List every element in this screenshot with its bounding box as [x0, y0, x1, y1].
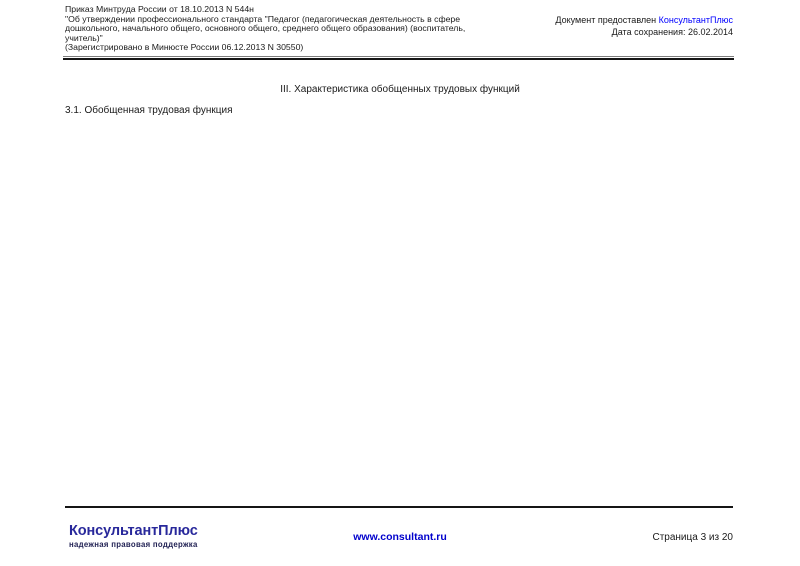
section-title: III. Характеристика обобщенных трудовых функций	[280, 84, 520, 95]
footer-rule	[65, 506, 733, 508]
page-indicator: Страница 3 из 20	[652, 532, 733, 543]
logo-title: КонсультантПлюс	[69, 523, 198, 539]
provider-link[interactable]: КонсультантПлюс	[658, 15, 733, 25]
header-rule-thin-line	[63, 56, 734, 57]
header-info-line: дошкольного, начального общего, основного общего, среднего общего образования) (воспитатель,	[65, 23, 466, 33]
document-provider-info	[555, 15, 733, 38]
logo-tagline: надежная правовая поддержка	[69, 540, 198, 549]
document-header-info	[65, 5, 485, 53]
website-link[interactable]: www.consultant.ru	[353, 531, 447, 543]
header-info-line: (Зарегистрировано в Минюсте России 06.12.2013 N 30550)	[65, 42, 304, 52]
saved-date: Дата сохранения: 26.02.2014	[611, 26, 733, 37]
header-info-line: учитель)"	[65, 32, 103, 43]
subsection-title: 3.1. Обобщенная трудовая функция	[65, 105, 233, 116]
provider-prefix: Документ предоставлен	[555, 15, 657, 25]
provider-line	[555, 15, 733, 27]
header-rule-thick-line	[63, 58, 734, 60]
header-rule	[63, 56, 734, 60]
header-info-line: Приказ Минтруда России от 18.10.2013 N 544н	[65, 4, 254, 14]
header-info-line: "Об утверждении профессионального стандарта "Педагог (педагогическая деятельность в сфере	[65, 13, 461, 24]
